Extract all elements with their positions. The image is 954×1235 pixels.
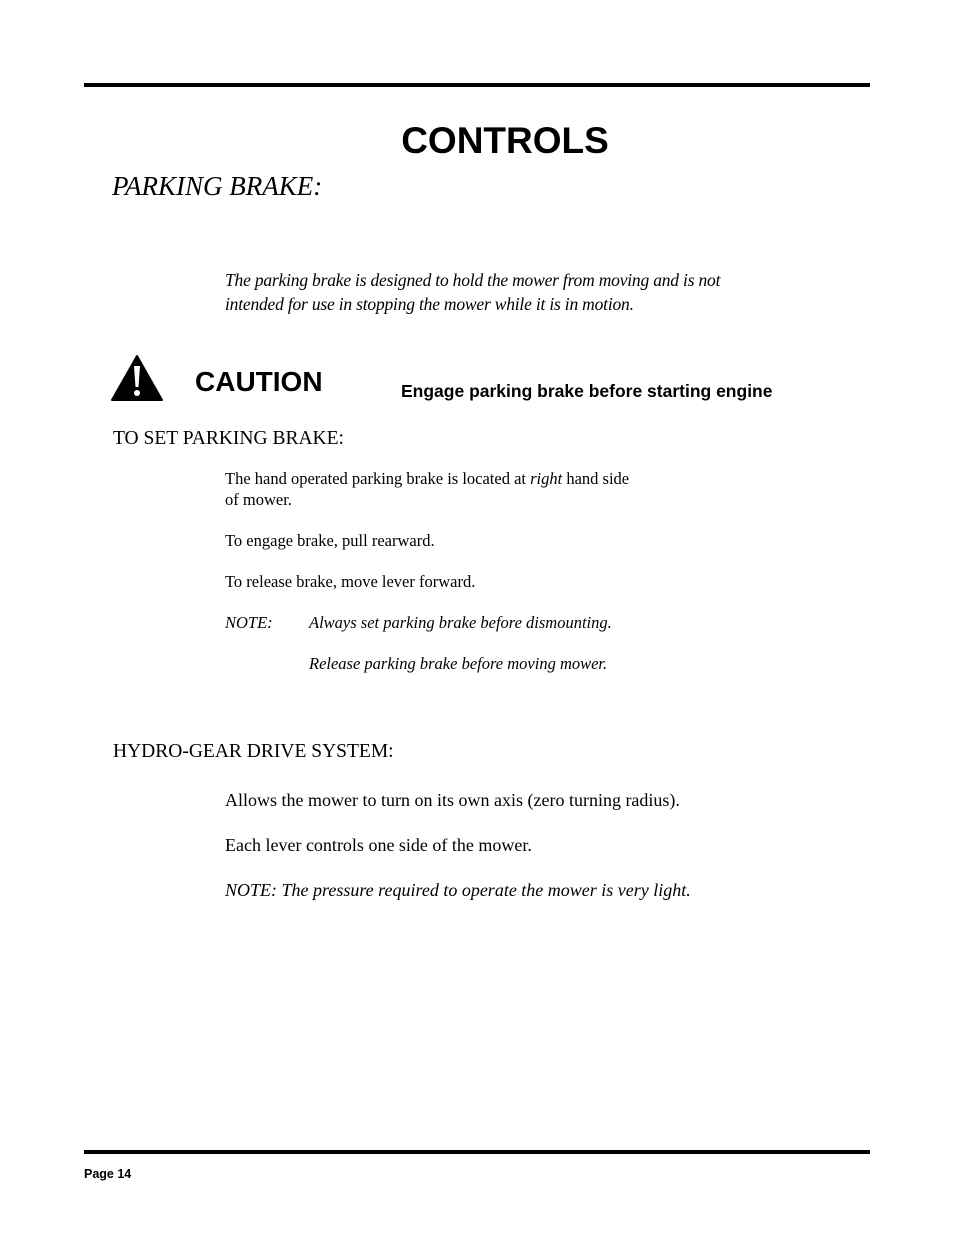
bottom-rule bbox=[84, 1150, 870, 1154]
page-title: CONTROLS bbox=[401, 120, 609, 161]
caution-label: CAUTION bbox=[195, 366, 323, 397]
intro-line-1: The parking brake is designed to hold the mower from moving and is not bbox=[225, 270, 721, 290]
brake-location-pre: The hand operated parking brake is located at bbox=[225, 469, 531, 488]
warning-triangle-icon bbox=[110, 354, 164, 402]
page-number: Page 14 bbox=[84, 1167, 132, 1181]
note-release-text: Release parking brake before moving mower. bbox=[309, 654, 608, 673]
brake-note-1 bbox=[225, 612, 725, 634]
release-brake-text: To release brake, move lever forward. bbox=[225, 572, 476, 591]
brake-location-line-1 bbox=[225, 468, 629, 489]
hydro-axis-text: Allows the mower to turn on its own axis (zero turning radius). bbox=[225, 790, 680, 810]
caution-message: Engage parking brake before starting engine bbox=[401, 381, 773, 401]
intro-line-2: intended for use in stopping the mower while it is in motion. bbox=[225, 294, 634, 314]
note-label: NOTE: bbox=[225, 613, 273, 632]
engage-brake-text: To engage brake, pull rearward. bbox=[225, 531, 435, 550]
hydro-lever-text: Each lever controls one side of the mower. bbox=[225, 835, 532, 855]
note-dismount-text: Always set parking brake before dismounting. bbox=[309, 613, 612, 632]
parking-brake-heading: PARKING BRAKE: bbox=[112, 171, 323, 201]
brake-location-line-2: of mower. bbox=[225, 490, 292, 509]
brake-note-2 bbox=[225, 653, 725, 675]
parking-brake-intro bbox=[225, 268, 720, 316]
brake-location-post: hand side bbox=[562, 469, 630, 488]
hydro-gear-heading: HYDRO-GEAR DRIVE SYSTEM: bbox=[113, 741, 394, 762]
hydro-note-text: NOTE: The pressure required to operate the mower is very light. bbox=[225, 880, 691, 900]
set-parking-brake-heading: TO SET PARKING BRAKE: bbox=[113, 428, 344, 449]
brake-location-emph: right bbox=[530, 469, 563, 488]
top-rule bbox=[84, 83, 870, 87]
brake-location-text bbox=[225, 468, 629, 510]
